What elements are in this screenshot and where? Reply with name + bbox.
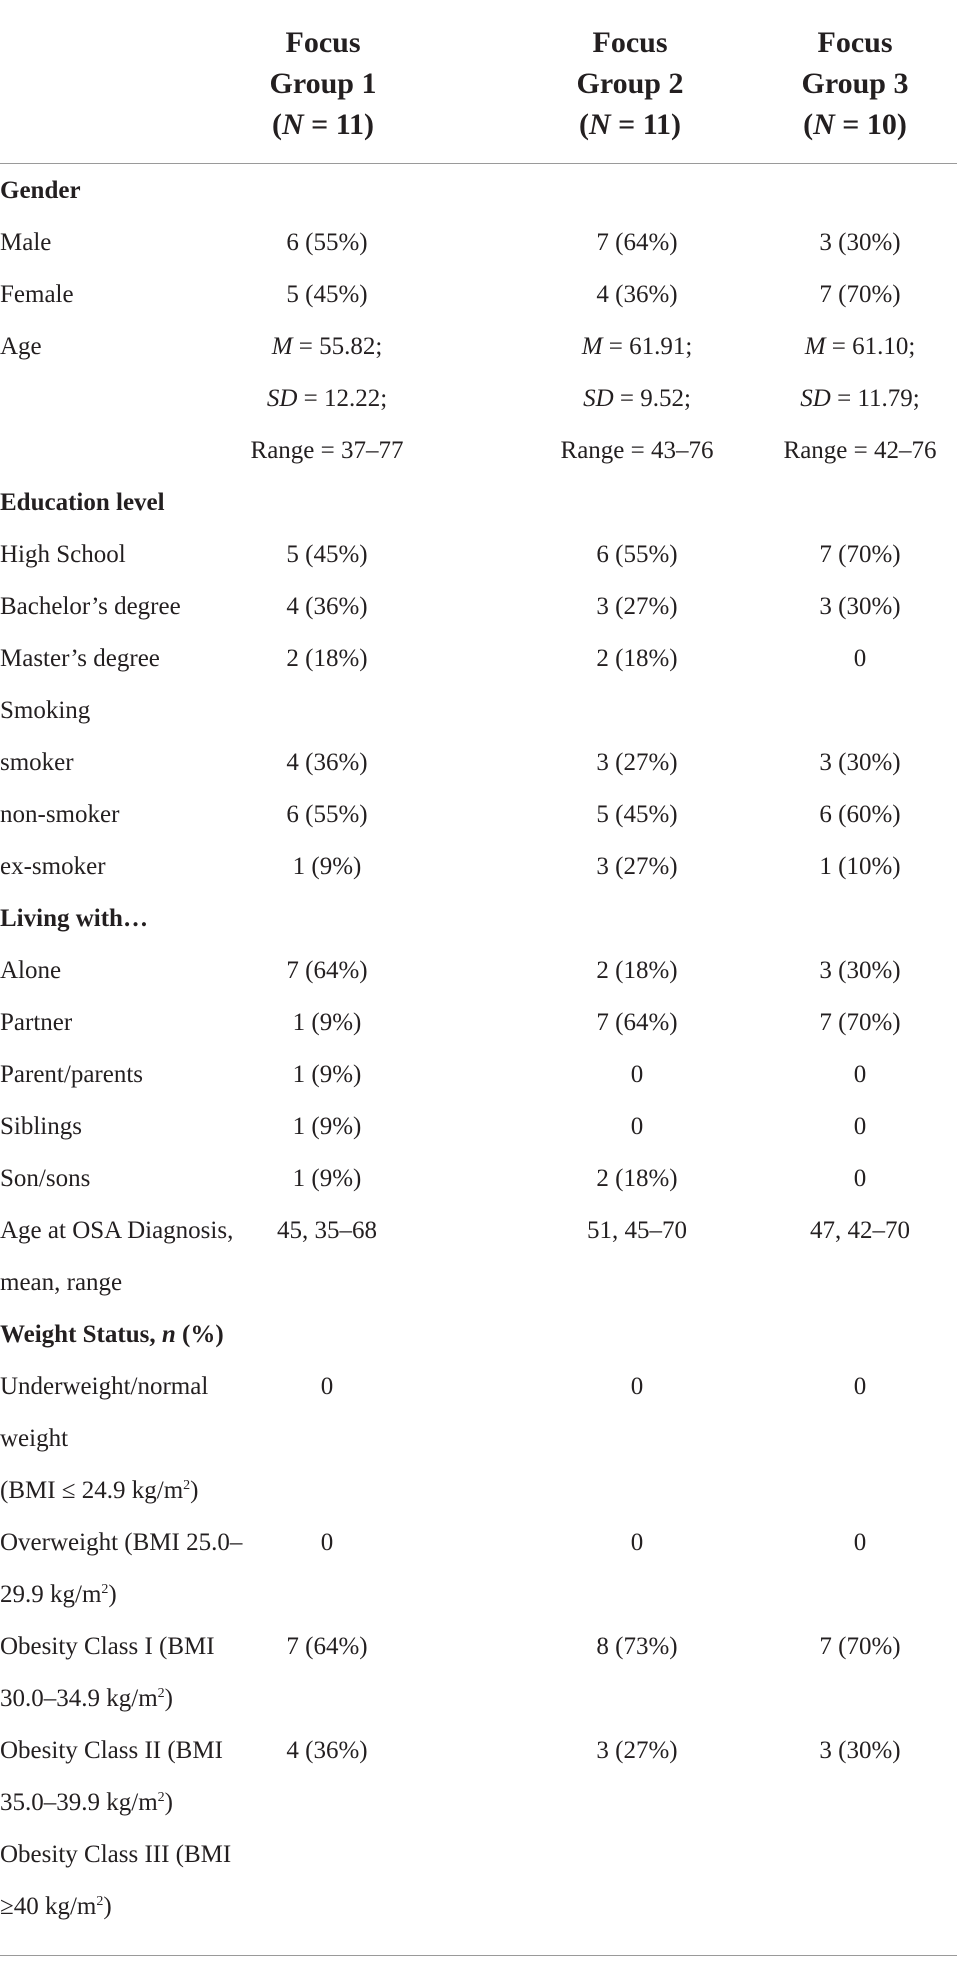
table-row-bachelor bbox=[0, 581, 957, 633]
row-label: Bachelor’s degree bbox=[0, 593, 181, 620]
section-heading-living bbox=[0, 893, 957, 945]
row-label: Smoking bbox=[0, 697, 91, 724]
row-label: Alone bbox=[0, 957, 62, 984]
cell-group-1: SD = 12.22; bbox=[266, 385, 388, 412]
row-label: Living with… bbox=[0, 905, 148, 932]
header-line: Group 3 bbox=[801, 67, 909, 100]
cell-group-1: 6 (55%) bbox=[286, 801, 368, 828]
cell-group-1: 6 (55%) bbox=[286, 229, 368, 256]
cell-group-3: M = 61.10; bbox=[804, 333, 916, 360]
section-heading-weight bbox=[0, 1309, 957, 1361]
row-label: 29.9 $kg/m^2$) bbox=[0, 1581, 117, 1608]
row-label: Partner bbox=[0, 1009, 73, 1036]
cell-group-2: 0 bbox=[630, 1113, 644, 1140]
cell-group-1: 45, 35–68 bbox=[277, 1217, 377, 1244]
cell-group-1: 7 (64%) bbox=[286, 1633, 368, 1660]
column-header-group-3 bbox=[765, 22, 945, 145]
cell-group-2: 4 (36%) bbox=[596, 281, 678, 308]
table-row-smoker bbox=[0, 737, 957, 789]
header-n: (N = 11) bbox=[578, 108, 682, 141]
row-label: Son/sons bbox=[0, 1165, 91, 1192]
table-row-high-school bbox=[0, 529, 957, 581]
cell-group-1: 1 (9%) bbox=[292, 1009, 362, 1036]
cell-group-2: 6 (55%) bbox=[596, 541, 678, 568]
header-line: Focus bbox=[592, 26, 668, 59]
table-row-obesity-3 bbox=[0, 1829, 957, 1881]
table-row-siblings bbox=[0, 1101, 957, 1153]
table-row-obesity-3-bmi bbox=[0, 1881, 957, 1933]
section-heading-smoking bbox=[0, 685, 957, 737]
row-label: Parent/parents bbox=[0, 1061, 144, 1088]
table-row-obesity-1-bmi bbox=[0, 1673, 957, 1725]
cell-group-1: 0 bbox=[320, 1373, 334, 1400]
row-label: Obesity Class III (BMI bbox=[0, 1841, 232, 1868]
footer-rule bbox=[0, 1955, 957, 1956]
table-row-male bbox=[0, 217, 957, 269]
cell-group-3: 7 (70%) bbox=[819, 541, 901, 568]
cell-group-2: SD = 9.52; bbox=[583, 385, 691, 412]
row-label: Master’s degree bbox=[0, 645, 160, 672]
table-row-ex-smoker bbox=[0, 841, 957, 893]
column-header-group-2 bbox=[540, 22, 720, 145]
table-row-obesity-2 bbox=[0, 1725, 957, 1777]
section-heading-education bbox=[0, 477, 957, 529]
row-label: Weight Status, n (%) bbox=[0, 1321, 224, 1348]
table-row-sons bbox=[0, 1153, 957, 1205]
cell-group-3: 3 (30%) bbox=[819, 957, 901, 984]
cell-group-2: 0 bbox=[630, 1529, 644, 1556]
row-label: mean, range bbox=[0, 1269, 123, 1296]
row-label: Obesity Class II (BMI bbox=[0, 1737, 223, 1764]
cell-group-2: 7 (64%) bbox=[596, 229, 678, 256]
row-label: Siblings bbox=[0, 1113, 82, 1140]
cell-group-3: 0 bbox=[853, 1113, 867, 1140]
table-row-partner bbox=[0, 997, 957, 1049]
cell-group-2: 3 (27%) bbox=[596, 1737, 678, 1764]
table-row-obesity-1 bbox=[0, 1621, 957, 1673]
cell-group-3: 3 (30%) bbox=[819, 1737, 901, 1764]
row-label: Gender bbox=[0, 177, 81, 204]
row-label: Obesity Class I (BMI bbox=[0, 1633, 215, 1660]
table-row-age-mean bbox=[0, 321, 957, 373]
cell-group-3: 47, 42–70 bbox=[810, 1217, 910, 1244]
cell-group-3: 0 bbox=[853, 1373, 867, 1400]
table-row-female bbox=[0, 269, 957, 321]
row-label: Age bbox=[0, 333, 42, 360]
row-label: Male bbox=[0, 229, 52, 256]
cell-group-3: 0 bbox=[853, 1061, 867, 1088]
row-label: smoker bbox=[0, 749, 74, 776]
cell-group-2: 51, 45–70 bbox=[587, 1217, 687, 1244]
cell-group-2: 5 (45%) bbox=[596, 801, 678, 828]
header-line: Group 1 bbox=[269, 67, 377, 100]
cell-group-3: 1 (10%) bbox=[819, 853, 901, 880]
row-label: Female bbox=[0, 281, 74, 308]
cell-group-1: 1 (9%) bbox=[292, 853, 362, 880]
cell-group-2: 2 (18%) bbox=[596, 1165, 678, 1192]
row-label: Age at OSA Diagnosis, bbox=[0, 1217, 234, 1244]
cell-group-1: Range = 37–77 bbox=[250, 437, 404, 464]
cell-group-1: 1 (9%) bbox=[292, 1165, 362, 1192]
table-row-underweight-cont bbox=[0, 1413, 957, 1465]
cell-group-2: 0 bbox=[630, 1373, 644, 1400]
cell-group-1: 4 (36%) bbox=[286, 1737, 368, 1764]
row-label: 35.0–39.9 $kg/m^2$) bbox=[0, 1789, 173, 1816]
row-label: Overweight (BMI 25.0– bbox=[0, 1529, 243, 1556]
header-n: (N = 10) bbox=[803, 108, 907, 141]
table-header bbox=[0, 0, 957, 164]
cell-group-2: 3 (27%) bbox=[596, 593, 678, 620]
cell-group-1: M = 55.82; bbox=[271, 333, 383, 360]
table-row-alone bbox=[0, 945, 957, 997]
table-row-age-sd bbox=[0, 373, 957, 425]
table-row-non-smoker bbox=[0, 789, 957, 841]
cell-group-2: M = 61.91; bbox=[581, 333, 693, 360]
cell-group-3: 7 (70%) bbox=[819, 1009, 901, 1036]
cell-group-1: 4 (36%) bbox=[286, 749, 368, 776]
table-row-obesity-2-bmi bbox=[0, 1777, 957, 1829]
header-line: Group 2 bbox=[576, 67, 684, 100]
table-row-parents bbox=[0, 1049, 957, 1101]
header-line: Focus bbox=[285, 26, 361, 59]
cell-group-3: 3 (30%) bbox=[819, 229, 901, 256]
cell-group-2: 3 (27%) bbox=[596, 749, 678, 776]
row-label: ex-smoker bbox=[0, 853, 106, 880]
cell-group-2: 7 (64%) bbox=[596, 1009, 678, 1036]
row-label: High School bbox=[0, 541, 126, 568]
cell-group-1: 2 (18%) bbox=[286, 645, 368, 672]
header-rule bbox=[0, 163, 957, 164]
cell-group-2: 2 (18%) bbox=[596, 957, 678, 984]
row-label: Underweight/normal bbox=[0, 1373, 209, 1400]
row-label: non-smoker bbox=[0, 801, 120, 828]
table-row-overweight-bmi bbox=[0, 1569, 957, 1621]
table-row-osa-age bbox=[0, 1205, 957, 1257]
cell-group-3: 3 (30%) bbox=[819, 749, 901, 776]
cell-group-3: 0 bbox=[853, 1529, 867, 1556]
cell-group-1: 5 (45%) bbox=[286, 281, 368, 308]
row-label: 30.0–34.9 $kg/m^2$) bbox=[0, 1685, 173, 1712]
cell-group-3: 0 bbox=[853, 1165, 867, 1192]
cell-group-1: 0 bbox=[320, 1529, 334, 1556]
table-row-osa-age-cont bbox=[0, 1257, 957, 1309]
cell-group-2: 0 bbox=[630, 1061, 644, 1088]
cell-group-3: 7 (70%) bbox=[819, 281, 901, 308]
cell-group-1: 7 (64%) bbox=[286, 957, 368, 984]
cell-group-3: 7 (70%) bbox=[819, 1633, 901, 1660]
column-header-group-1 bbox=[233, 22, 413, 145]
table-row-overweight bbox=[0, 1517, 957, 1569]
cell-group-2: Range = 43–76 bbox=[560, 437, 714, 464]
cell-group-3: 3 (30%) bbox=[819, 593, 901, 620]
row-label: weight bbox=[0, 1425, 69, 1452]
cell-group-2: 8 (73%) bbox=[596, 1633, 678, 1660]
cell-group-1: 4 (36%) bbox=[286, 593, 368, 620]
row-label: Education level bbox=[0, 489, 165, 516]
table-row-master bbox=[0, 633, 957, 685]
table-row-age-range bbox=[0, 425, 957, 477]
cell-group-1: 5 (45%) bbox=[286, 541, 368, 568]
cell-group-3: Range = 42–76 bbox=[783, 437, 937, 464]
cell-group-3: SD = 11.79; bbox=[800, 385, 920, 412]
header-line: Focus bbox=[817, 26, 893, 59]
cell-group-3: 6 (60%) bbox=[819, 801, 901, 828]
cell-group-1: 1 (9%) bbox=[292, 1061, 362, 1088]
cell-group-2: 2 (18%) bbox=[596, 645, 678, 672]
cell-group-1: 1 (9%) bbox=[292, 1113, 362, 1140]
row-label: ≥40 $kg/m^2$) bbox=[0, 1893, 112, 1920]
table-row-underweight-bmi bbox=[0, 1465, 957, 1517]
section-heading-gender bbox=[0, 165, 957, 217]
row-label: (BMI ≤ 24.9 $kg/m^2$) bbox=[0, 1477, 199, 1504]
cell-group-2: 3 (27%) bbox=[596, 853, 678, 880]
cell-group-3: 0 bbox=[853, 645, 867, 672]
header-n: (N = 11) bbox=[271, 108, 375, 141]
table-row-underweight bbox=[0, 1361, 957, 1413]
